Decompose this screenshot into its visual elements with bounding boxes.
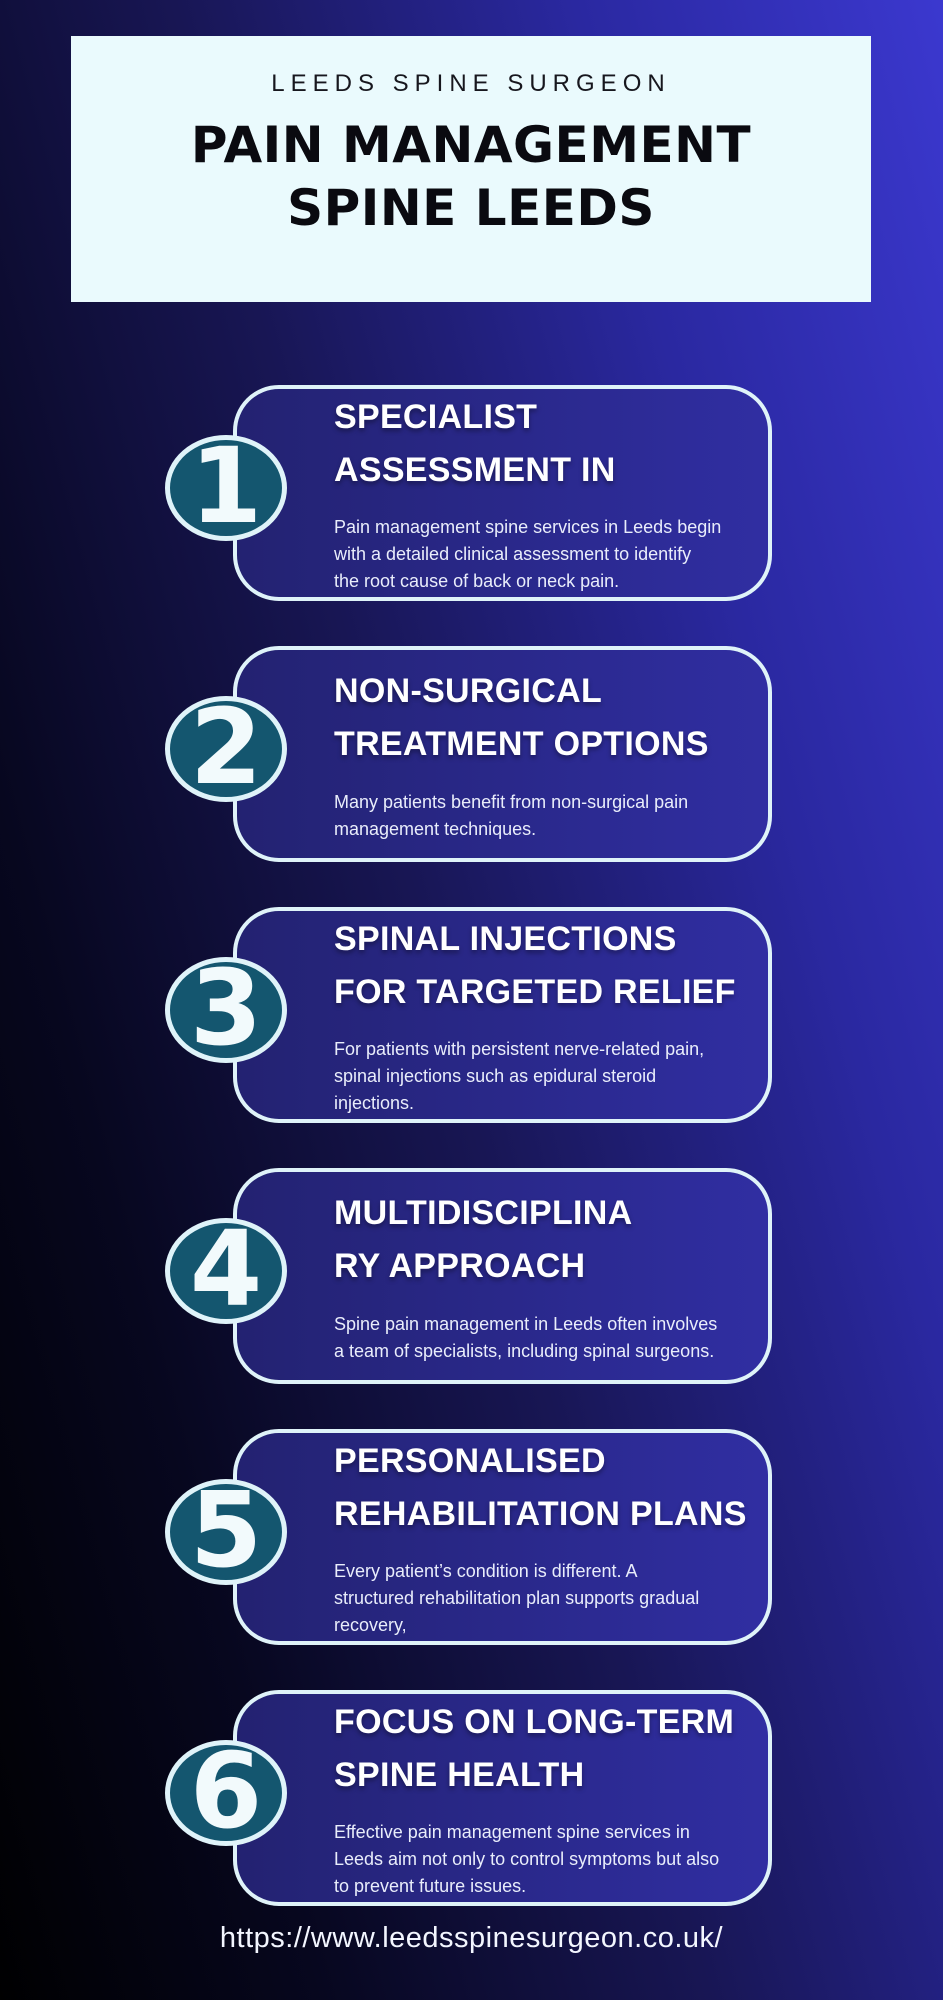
step-description-5	[334, 1558, 746, 1639]
step-title-1-line-2: ASSESSMENT IN	[334, 450, 616, 489]
step-description-6-line-3: to prevent future issues.	[334, 1876, 527, 1897]
step-description-2-line-2: management techniques.	[334, 818, 537, 839]
step-description-5-line-3: recovery,	[334, 1615, 407, 1636]
step-number-badge-1	[165, 425, 287, 547]
step-card-2	[189, 646, 772, 862]
step-title-3-line-1: SPINAL INJECTIONS	[334, 919, 677, 958]
website-url-link[interactable]: https://www.leedsspinesurgeon.co.uk/	[219, 1922, 724, 1954]
step-title-2	[334, 665, 746, 770]
step-number-2: 2	[189, 686, 263, 808]
step-description-3-line-1: For patients with persistent nerve-related pain,	[334, 1039, 705, 1060]
step-card-5	[189, 1429, 772, 1645]
step-title-4	[334, 1187, 746, 1292]
step-card-1	[189, 385, 772, 601]
step-description-1-line-2: with a detailed clinical assessment to identify	[334, 544, 692, 565]
step-description-4-line-1: Spine pain management in Leeds often involves	[334, 1313, 718, 1334]
step-title-6-line-2: SPINE HEALTH	[334, 1755, 585, 1794]
step-title-5-line-2: REHABILITATION PLANS	[334, 1494, 747, 1533]
page-title	[191, 114, 751, 240]
step-title-5-line-1: PERSONALISED	[334, 1441, 606, 1480]
step-description-3-line-3: injections.	[334, 1093, 415, 1114]
step-description-5-line-1: Every patient’s condition is different. A	[334, 1561, 638, 1582]
step-description-5-line-2: structured rehabilitation plan supports gradual	[334, 1588, 700, 1609]
step-description-6-line-2: Leeds aim not only to control symptoms but also	[334, 1849, 720, 1870]
step-description-1-line-3: the root cause of back or neck pain.	[334, 571, 620, 592]
step-description-3-line-2: spinal injections such as epidural steroid	[334, 1066, 657, 1087]
header-card	[71, 36, 871, 302]
step-title-6	[334, 1696, 746, 1801]
step-description-3	[334, 1036, 746, 1117]
brand-name: LEEDS SPINE SURGEON	[271, 70, 671, 97]
step-title-1-line-1: SPECIALIST	[334, 397, 538, 436]
step-description-2-line-1: Many patients benefit from non-surgical pain	[334, 791, 689, 812]
steps-list	[189, 385, 772, 1951]
step-number-3: 3	[189, 947, 263, 1069]
step-number-badge-4	[165, 1208, 287, 1330]
step-description-1	[334, 514, 746, 595]
page-title-line-1: PAIN MANAGEMENT	[190, 116, 752, 174]
step-card-4	[189, 1168, 772, 1384]
step-title-4-line-2: RY APPROACH	[334, 1247, 586, 1285]
step-description-6	[334, 1819, 746, 1900]
step-title-3-line-2: FOR TARGETED RELIEF	[334, 972, 736, 1011]
step-title-6-line-1: FOCUS ON LONG-TERM	[334, 1702, 735, 1741]
step-title-3	[334, 913, 746, 1018]
step-number-badge-2	[165, 686, 287, 808]
step-description-1-line-1: Pain management spine services in Leeds begin	[334, 517, 722, 538]
step-card-3	[189, 907, 772, 1123]
step-number-badge-5	[165, 1469, 287, 1591]
step-description-2	[334, 789, 746, 843]
page-title-line-2: SPINE LEEDS	[287, 179, 655, 237]
step-description-6-line-1: Effective pain management spine services in	[334, 1822, 690, 1843]
step-title-1	[334, 391, 746, 496]
step-title-4-line-1: MULTIDISCIPLINA	[334, 1194, 633, 1233]
step-number-5: 5	[189, 1469, 263, 1591]
step-number-badge-3	[165, 947, 287, 1069]
step-card-6	[189, 1690, 772, 1906]
footer	[0, 1922, 943, 1955]
step-description-4	[334, 1311, 746, 1365]
step-number-badge-6	[165, 1730, 287, 1852]
step-number-4: 4	[189, 1208, 263, 1330]
step-title-2-line-1: NON-SURGICAL	[334, 672, 603, 711]
step-description-4-line-2: a team of specialists, including spinal surgeons.	[334, 1340, 715, 1361]
step-title-2-line-2: TREATMENT OPTIONS	[334, 725, 709, 763]
step-number-6: 6	[189, 1730, 263, 1852]
step-title-5	[334, 1435, 746, 1540]
step-number-1: 1	[189, 425, 263, 547]
